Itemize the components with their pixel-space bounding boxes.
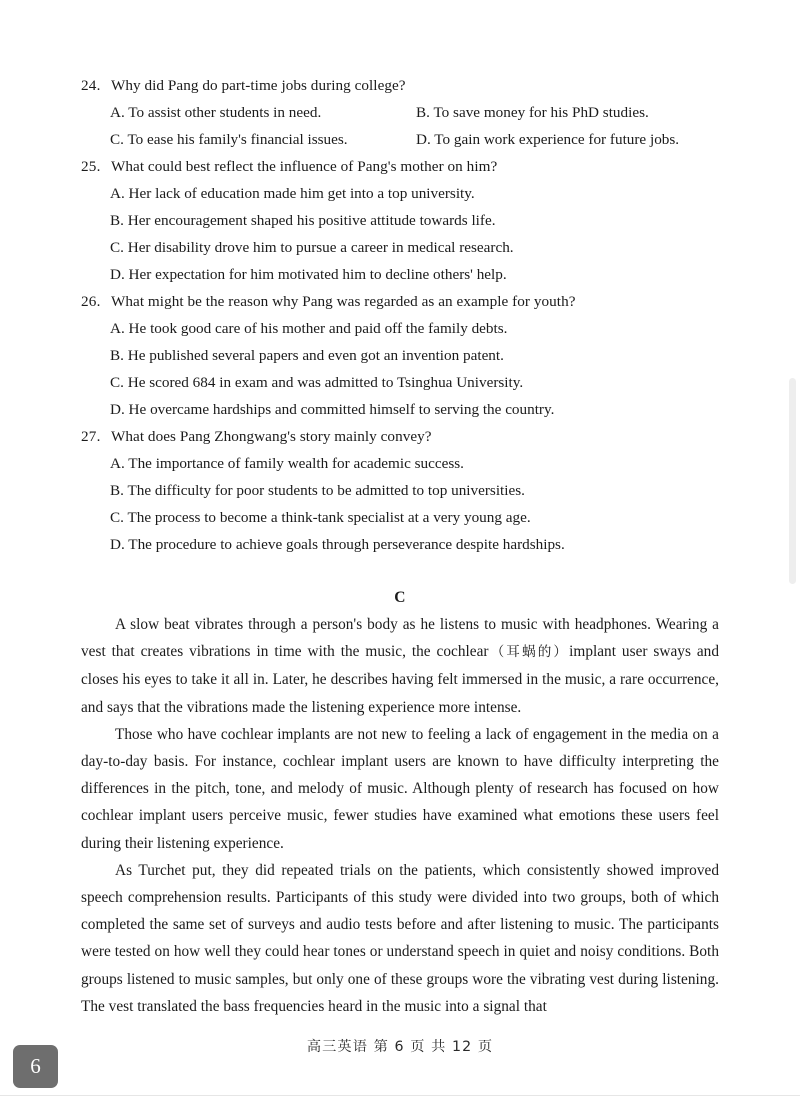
question-27-number: 27. [81,428,101,445]
passage-section-letter: C [394,589,406,606]
passage-paragraph-1-part-a: A slow beat vibrates through a person's body as he listens to music with headphones. Wearing a vest that creates vibrations in time with the music, the cochlear [81,616,719,661]
question-26 [81,288,719,423]
question-24-option-b[interactable]: B. To save money for his PhD studies. [416,104,649,121]
question-26-stem: What might be the reason why Pang was regarded as an example for youth? [111,293,576,310]
page-footer: 高三英语 第 6 页 共 12 页 [306,1039,494,1055]
question-27-option-d[interactable]: D. The procedure to achieve goals through perseverance despite hardships. [110,536,565,553]
question-24-stem: Why did Pang do part-time jobs during college? [111,77,406,94]
page-number-badge[interactable]: 6 [13,1045,58,1088]
passage-paragraph-2: Those who have cochlear implants are not new to feeling a lack of engagement in the media on a day-to-day basis. For instance, cochlear implant users are known to have difficulty interpreting the differences in the pitch, tone, and melody of music. Although plenty of research has focused on how cochlear implant users perceive music, fewer studies have examined what emotions these users feel during their listening experience. [81,725,719,852]
question-25-stem: What could best reflect the influence of Pang's mother on him? [111,158,498,175]
scrollbar-thumb[interactable] [789,378,796,584]
question-26-option-a[interactable]: A. He took good care of his mother and paid off the family debts. [110,320,508,337]
question-25-option-b[interactable]: B. Her encouragement shaped his positive attitude towards life. [110,212,496,229]
question-27-option-c[interactable]: C. The process to become a think-tank specialist at a very young age. [110,509,531,526]
question-25 [81,153,719,288]
scrollbar-track[interactable] [786,0,800,1101]
question-24-option-row-1 [81,99,719,126]
question-25-option-d[interactable]: D. Her expectation for him motivated him to decline others' help. [110,266,507,283]
question-25-option-c[interactable]: C. Her disability drove him to pursue a career in medical research. [110,239,514,256]
question-24-number: 24. [81,77,101,94]
question-26-option-d[interactable]: D. He overcame hardships and committed himself to serving the country. [110,401,555,418]
question-24-option-c[interactable]: C. To ease his family's financial issues. [110,131,348,148]
page-content [81,72,719,1020]
question-27-stem: What does Pang Zhongwang's story mainly convey? [111,428,432,445]
question-24 [81,72,719,153]
question-27-stem-row [81,423,719,450]
question-25-stem-row [81,153,719,180]
question-27-option-a[interactable]: A. The importance of family wealth for academic success. [110,455,464,472]
question-26-option-b[interactable]: B. He published several papers and even got an invention patent. [110,347,504,364]
question-27-option-b[interactable]: B. The difficulty for poor students to be admitted to top universities. [110,482,525,499]
question-24-option-a[interactable]: A. To assist other students in need. [110,104,322,121]
question-25-option-a[interactable]: A. Her lack of education made him get into a top university. [110,185,475,202]
question-24-option-d[interactable]: D. To gain work experience for future jobs. [416,131,680,148]
passage-paragraph-1-part-b: implant user sways and closes his eyes to take it all in. Later, he describes having felt immersed in the music, a rare occurrence, and says that the vibrations made the listening experience more intense. [81,643,720,716]
question-24-stem-row [81,72,719,99]
passage-chinese-gloss: （耳蜗的） [488,644,570,661]
question-27 [81,423,719,558]
passage-paragraph-3: As Turchet put, they did repeated trials on the patients, which consistently showed improved speech comprehension results. Participants of this study were divided into two groups, both of which completed the same set of surveys and audio tests before and after listening to music. The participants were tested on how well they could hear tones or understand speech in quiet and noisy conditions. Both groups listened to music samples, but only one of these groups wore the vibrating vest during listening. The vest translated the bass frequencies heard in the music into a signal that [81,861,719,1015]
question-26-stem-row [81,288,719,315]
question-25-number: 25. [81,158,101,175]
passage-paragraph-1 [81,611,719,721]
question-26-number: 26. [81,293,101,310]
question-24-option-row-2 [81,126,719,153]
question-26-option-c[interactable]: C. He scored 684 in exam and was admitted to Tsinghua University. [110,374,524,391]
